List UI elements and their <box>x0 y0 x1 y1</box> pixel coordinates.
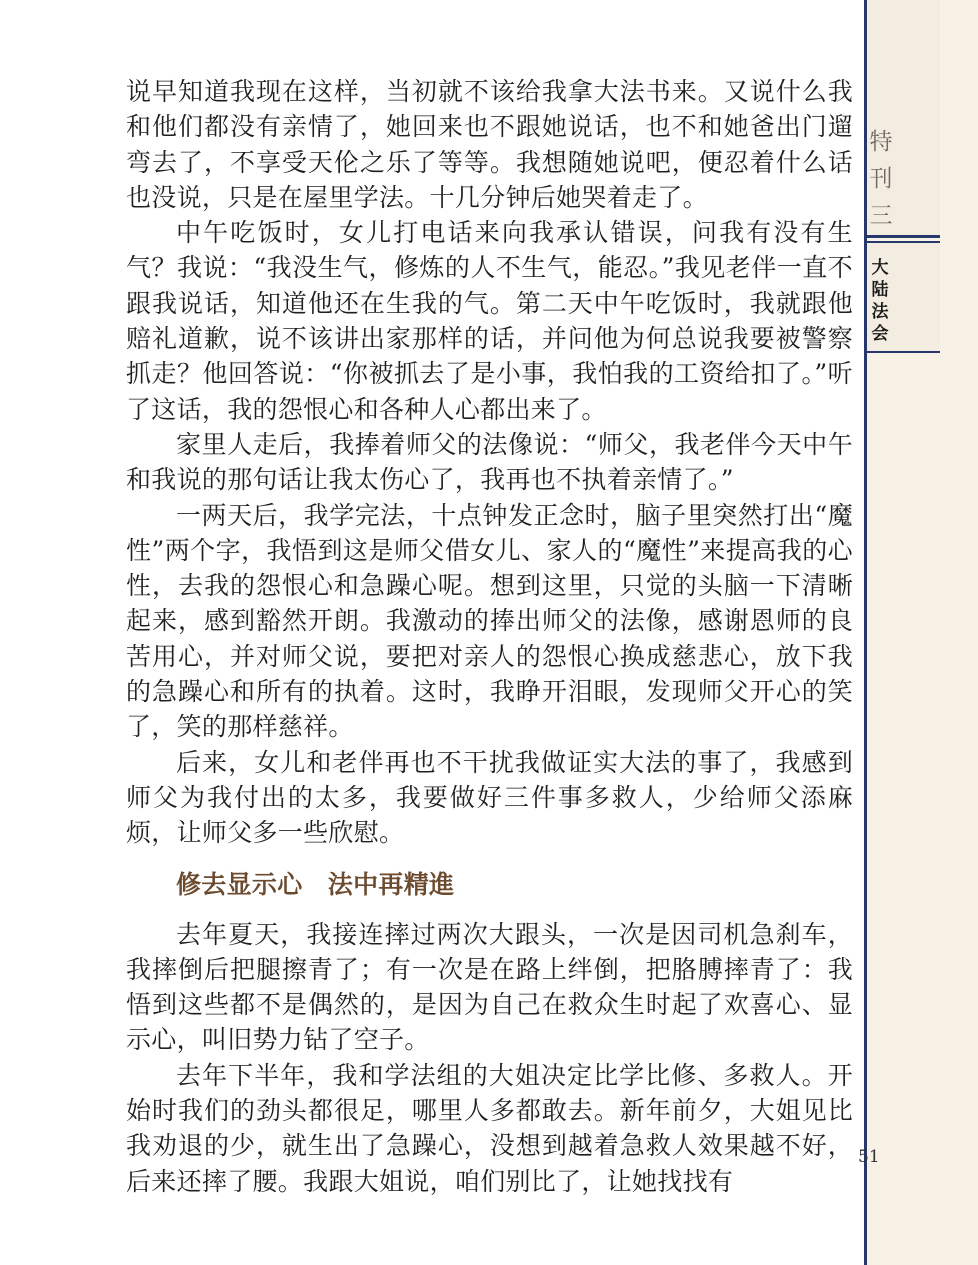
side-tab-bottom-label: 大陆法会 <box>871 258 889 344</box>
side-tab-top-label: 特刊三 <box>869 129 893 229</box>
section-heading: 修去显示心 法中再精進 <box>176 869 455 899</box>
page-number: 51 <box>858 1147 880 1167</box>
side-tab-bottom-rule <box>867 351 940 353</box>
side-tab-divider <box>867 235 940 238</box>
paragraph: 中午吃饭时，女儿打电话来向我承认错误，问我有没有生气？我说：“我没生气，修炼的人不生气，能忍。”我见老伴一直不跟我说话，知道他还在生我的气。第二天中午吃饭时，我就跟他赔礼道歉，说不该讲出家那样的话，并问他为何总说我要被警察抓走？他回答说：“你被抓去了是小事，我怕我的工资给扣了。”听了这话，我的怨恨心和各种人心都出来了。 <box>126 218 853 424</box>
body-text <box>126 74 853 1199</box>
paragraph: 去年夏天，我接连摔过两次大跟头，一次是因司机急刹车，我摔倒后把腿擦青了；有一次是在路上绊倒，把胳膊摔青了：我悟到这些都不是偶然的，是因为自己在救众生时起了欢喜心、显示心，叫旧势力钻了空子。 <box>126 919 853 1055</box>
paragraph: 一两天后，我学完法，十点钟发正念时，脑子里突然打出“魔性”两个字，我悟到这是师父借女儿、家人的“魔性”来提高我的心性，去我的怨恨心和急躁心呢。想到这里，只觉的头脑一下清晰起来，感到豁然开朗。我激动的捧出师父的法像，感谢恩师的良苦用心，并对师父说，要把对亲人的怨恨心换成慈悲心，放下我的急躁心和所有的执着。这时，我睁开泪眼，发现师父开心的笑了，笑的那样慈祥。 <box>126 500 853 742</box>
paragraph: 说早知道我现在这样，当初就不该给我拿大法书来。又说什么我和他们都没有亲情了，她回来也不跟她说话，也不和她爸出门遛弯去了，不享受天伦之乐了等等。我想随她说吧，便忍着什么话也没说，只是在屋里学法。十几分钟后她哭着走了。 <box>126 77 853 212</box>
paragraph: 家里人走后，我捧着师父的法像说：“师父，我老伴今天中午和我说的那句话让我太伤心了，我再也不执着亲情了。” <box>126 429 853 495</box>
paragraph: 后来，女儿和老伴再也不干扰我做证实大法的事了，我感到师父为我付出的太多，我要做好三件事多救人，少给师父添麻烦，让师父多一些欣慰。 <box>126 747 853 848</box>
paragraph: 去年下半年，我和学法组的大姐决定比学比修、多救人。开始时我们的劲头都很足，哪里人多都敢去。新年前夕，大姐见比我劝退的少，就生出了急躁心，没想到越着急救人效果越不好，后来还摔了腰。我跟大姐说，咱们别比了，让她找找有 <box>126 1060 853 1196</box>
